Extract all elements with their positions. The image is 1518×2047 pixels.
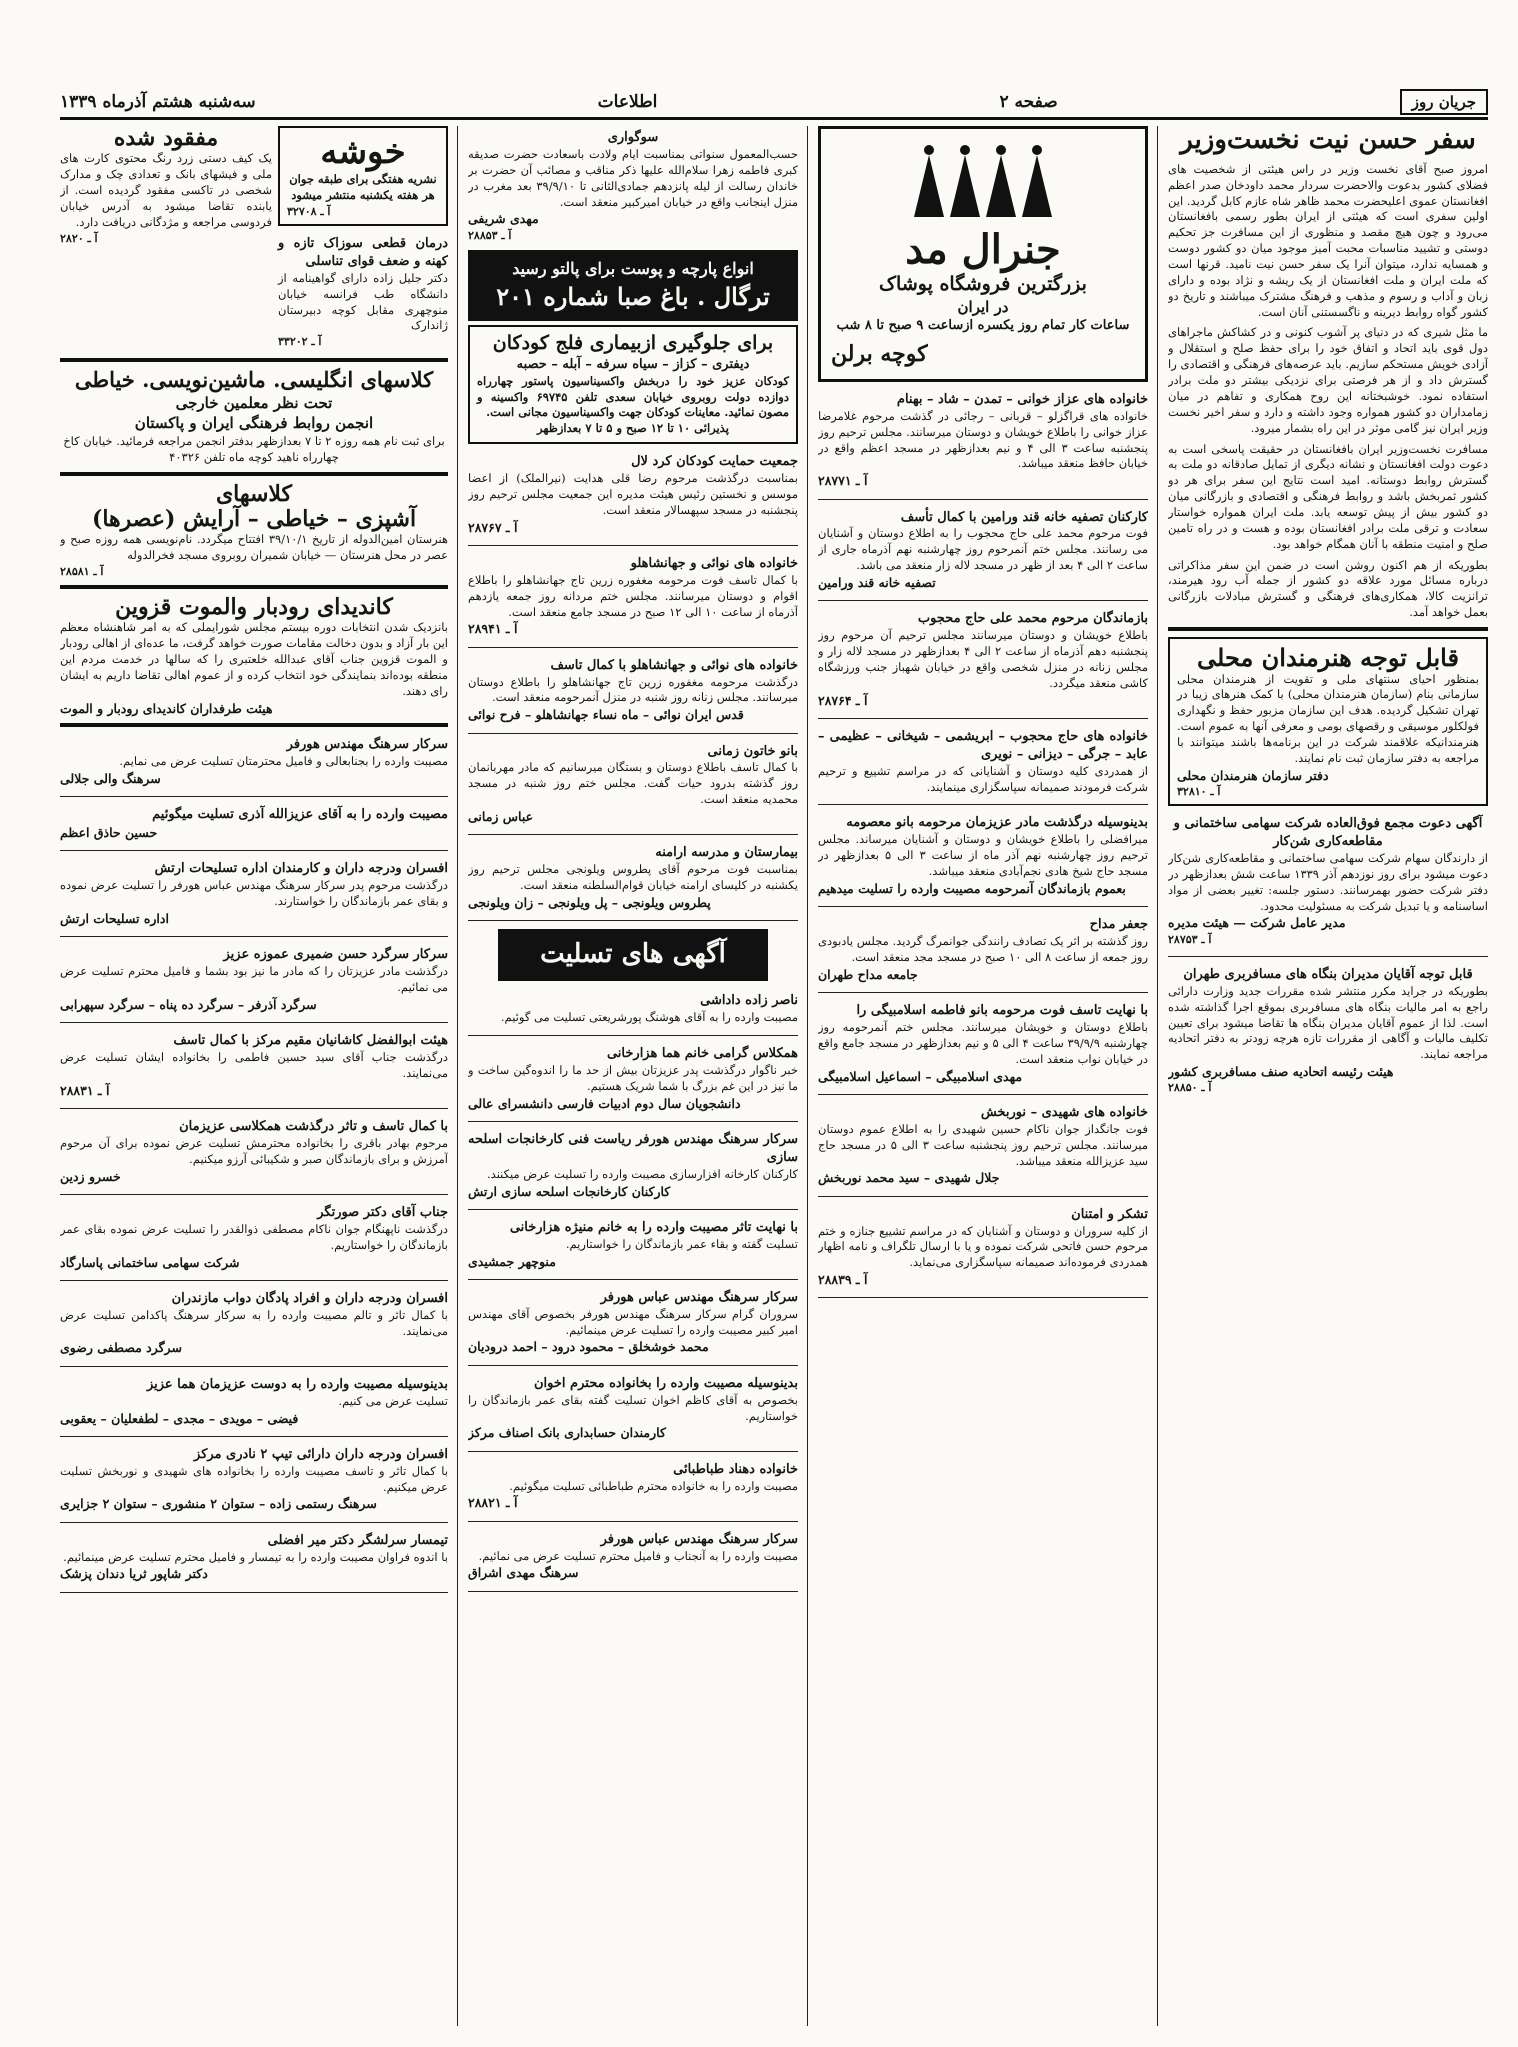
- notice-item: [60, 733, 448, 790]
- classes-code: آ ـ ۲۸۵۸۱: [60, 565, 104, 579]
- notice-title: جناب آقای دکتر صورتگر: [317, 1204, 448, 1220]
- notice-body: با کمال تاسف فوت مرحومه مغفوره زرین تاج جهانشاهلو را باطلاع اقوام و دوستان میرسانند. مجلس ختم مردانه روز جمعه یازدهم آذرماه از ساعت ۱۰ الی ۱۲ صبح در مسجد جامع منعقد است.: [468, 572, 798, 619]
- clinic-code: آ ـ ۳۳۲۰۲: [278, 335, 322, 349]
- notice-body: درگذشت جناب آقای سید حسین فاطمی را بخانواده ایشان تسلیت عرض می‌نمایند.: [60, 1050, 448, 1080]
- notice-item: [468, 552, 798, 641]
- notice-title: افسران ودرجه داران و کارمندان اداره تسلیحات ارتش: [154, 861, 448, 877]
- notice-signature: مهدی اسلامبیگی – اسماعیل اسلامبیگی: [818, 1068, 1023, 1084]
- notice-title: هیئت ابوالفضل کاشانیان مقیم مرکز با کمال تاسف: [173, 1033, 448, 1049]
- notice-title: بدینوسیله درگذشت مادر عزیزمان مرحومه بانو معصومه: [846, 815, 1148, 831]
- page-label: صفحه ۲: [999, 91, 1058, 112]
- notice-body: باطلاع دوستان و خویشان میرسانند. مجلس ختم آنمرحومه روز چهارشنبه ۳۹/۹/۹ ساعت ۴ الی ۵ و نیم بعدازظهر در مسجد جامع واقع در خیابان نواب منعقد است.: [818, 1020, 1148, 1066]
- clinic-body: دکتر جلیل زاده دارای گواهینامه از دانشگاه طب فرانسه خیابان منوچهری مقابل کوچه دبیرستان ژاندارک: [278, 270, 448, 333]
- polio-diseases: دیفتری – کزاز – سیاه سرفه – آبله – حصبه: [516, 356, 750, 372]
- notice-body: درگذشت مادر عزیزتان را که مادر ما نیز بود بشما و فامیل محترم تسلیت عرض می نمائیم.: [60, 964, 448, 994]
- mourning-sign: مهدی شریفی: [468, 211, 539, 227]
- notice-item: [60, 803, 448, 844]
- column-editorial: [1168, 126, 1488, 2026]
- notice-signature: آ ـ ۲۸۷۶۴: [818, 692, 868, 708]
- issue-date: سه‌شنبه هشتم آذرماه ۱۳۳۹: [60, 91, 256, 112]
- notice-title: تشکر و امتنان: [1071, 1206, 1148, 1222]
- notice-title: کارکنان تصفیه خانه قند ورامین با کمال تأسف: [900, 509, 1148, 525]
- notice-item: [468, 740, 798, 829]
- cooking-classes-ad: [60, 482, 448, 579]
- notice-signature: حسین حاذق اعظم: [60, 825, 158, 841]
- shareholders-code: آ ـ ۲۸۷۵۳: [1168, 932, 1212, 946]
- english-body: برای ثبت نام همه روزه ۲ تا ۷ بعدازظهر بدفتر انجمن مراجعه فرمائید. خیابان کاخ چهارراه ناهید کوچه ماه تلفن ۴۰۳۲۶: [63, 433, 445, 464]
- notice-body: درگذشت مرحوم پدر سرکار سرهنگ مهندس عباس هورفر را تسلیت عرض نموده و بقای عمر بازماندگان را خواستارند.: [60, 878, 448, 909]
- editorial-body-4: بطوریکه از هم اکنون روشن است در ضمن این سفر مذاکراتی درباره مسائل مورد علاقه دو کشور از جمله آب رود هیرمند، ترانزیت کالا، همکاری‌های فرهنگی و گسترش مبادلات بازرگانی بعمل خواهد آمد.: [1168, 557, 1488, 620]
- column-ads-4: [60, 126, 448, 2026]
- column-2-ad-list: [818, 388, 1148, 1299]
- lost-body: یک کیف دستی زرد رنگ محتوی کارت های ملی و فیشهای بانک و تعدادی چک و مدارک شخصی در تاکسی مفقود گردیده است. از یابنده تقاضا میشود به آدرس خیابان فردوسی مراجعه و مژدگانی دریافت دارد.: [60, 151, 272, 229]
- classes-sub: آشپزی – خیاطی – آرایش (عصرها): [91, 506, 417, 532]
- notice-title: خانواده های نوائی و جهانشاهلو با کمال تاسف: [550, 657, 798, 673]
- condolence-header: آگهی های تسلیت: [498, 929, 768, 981]
- paper-name: اطلاعات: [597, 91, 658, 112]
- notice-body: درگذشت ناپهنگام جوان ناکام مصطفی ذوالقدر را تسلیت عرض نموده بقای عمر بازماندگان را خواستاریم.: [60, 1221, 448, 1252]
- notice-title: با نهایت تاسف فوت مرحومه بانو فاطمه اسلامبیگی را: [856, 1003, 1148, 1019]
- fashion-country: در ایران: [957, 297, 1009, 316]
- notice-title: با نهایت تاثر مصیبت وارده را به خانم منیژه هزارخانی: [509, 1219, 798, 1235]
- notice-title: بیمارستان و مدرسه ارامنه: [655, 845, 798, 861]
- notice-title: مصیبت وارده را به آقای عزیزالله آذری تسلیت میگوئیم: [152, 807, 448, 823]
- notice-body: از کلیه سروران و دوستان و آشنایان که در مراسم تشییع جنازه و ختم مرحوم حسن فاتحی شرکت نموده و یا با ارسال تلگراف و نامه اظهار همدردی فرموده‌اند صمیمانه سپاسگزاری می‌نماید.: [818, 1223, 1148, 1270]
- notice-item: [60, 1029, 448, 1102]
- notice-signature: سرهنگ رستمی زاده – ستوان ۲ منشوری – ستوان ۲ جزایری: [60, 1496, 377, 1512]
- notice-title: جمعیت حمایت کودکان کرد لال: [631, 454, 798, 470]
- travel-agencies-code: آ ـ ۲۸۸۵۰: [1168, 1081, 1212, 1095]
- column-3-ad-list: [468, 450, 798, 921]
- candidate-sign: هیئت طرفداران کاندیدای رودبار و الموت: [60, 700, 273, 716]
- editorial-body-3: مسافرت نخست‌وزیر ایران بافغانستان در حقیقت پاسخی است به دعوت دولت افغانستان و نشانه دیگری از تمایل صادقانه دو ملت به گسترش روابط دوستانه. امید است نتایج این سفر برای هر دو کشور ثمربخش باشد و روابط فرهنگی و اقتصادی و بازرگانی میان دو کشور بیش از پیش توسعه یابد. ملت ایران همواره خواستار سعادت و ترقی ملت برادر افغانستان بوده و هست و در راه تامین صلح و امنیت منطقه با آنان همگام خواهد بود.: [1168, 441, 1488, 551]
- fashion-logo-figures: [831, 155, 1135, 217]
- notice-title: خانواده دهناد طباطبائی: [673, 1461, 798, 1477]
- notice-body: بمناسبت فوت مرحوم آقای پطروس ویلونجی مجلس ترحیم روز یکشنبه در کلیسای ارامنه خیابان قوام‌السلطنه منعقد است.: [468, 862, 798, 893]
- notice-signature: فیضی – مویدی – مجدی – لطفعلیان – یعقوبی: [60, 1410, 299, 1426]
- notice-item: [468, 1372, 798, 1445]
- clinic-ad: [278, 232, 448, 352]
- english-title: کلاسهای انگلیسی. ماشین‌نویسی. خیاطی: [74, 367, 434, 393]
- candidate-ad: [60, 595, 448, 717]
- notice-signature: جلال شهیدی – سید محمد نوربخش: [818, 1170, 1000, 1186]
- notice-title: ناصر زاده داداشی: [700, 993, 798, 1009]
- notice-title: بانو خاتون زمانی: [707, 743, 798, 759]
- english-sub: تحت نظر معلمین خارجی: [175, 393, 333, 412]
- mourning-code: آ ـ ۲۸۸۵۳: [468, 228, 512, 242]
- notice-title: بدینوسیله مصیبت وارده را به دوست عزیزمان هما عزیز: [146, 1376, 448, 1392]
- newspaper-page: [60, 86, 1488, 2026]
- notice-signature: جامعه مداح طهران: [818, 966, 918, 982]
- notice-body: بمناسبت درگذشت مرحوم رضا قلی هدایت (نیرالملک) از اعضا موسس و نخستین رئیس هیئت مدیره این جمعیت مجلس ترحیم روز پنجشنبه در مسجد سپهسالار منعقد است.: [468, 471, 798, 517]
- polio-title: برای جلوگیری ازبیماری فلج کودکان: [492, 331, 774, 354]
- editorial-body-2: ما مثل شیری که در دنیای پر آشوب کنونی و در کشاکش ماجراهای دول قوی باید اتحاد و اتفاق خود را برای حفظ صلح و استقلال و آزادی خویش مستحکم سازیم. باید عرصه‌های فرهنگی و اقتصادی را گسترش داد و از هر فرصتی برای نزدیکی بیشتر دو ملت برادر استفاده نمود. خوشبختانه این روح همکاری و تفاهم در میان زمامداران دو کشور همواره وجود داشته و دارد و سفر اخیر نخست وزیر ایران نیز گامی موثر در این راه بشمار میرود.: [1168, 325, 1488, 435]
- notice-body: با کمال تاسف باطلاع دوستان و بستگان میرسانیم که مادر مهربانمان روز گذشته بدرود حیات گفت. مجلس ختم روز شنبه در مسجد محمدیه منعقد است.: [468, 760, 798, 807]
- notice-item: [60, 943, 448, 1016]
- mourning-title: سوگواری: [607, 130, 659, 145]
- shareholders-body: از دارندگان سهام شرکت سهامی ساختمانی و مقاطعه‌کاری شن‌کار دعوت میشود برای روز نوزدهم آذر ۱۳۳۹ ساعت شش بعدازظهر در دفتر شرکت حضور بهمرسانند. دستور جلسه: تغییر بعضی از مواد اساسنامه و یا تبدیل شرکت به مسئولیت محدود.: [1168, 851, 1488, 913]
- notice-signature: آ ـ ۲۸۷۷۱: [818, 473, 868, 489]
- notice-title: خانواده های شهیدی – نوربخش: [980, 1104, 1148, 1120]
- notice-signature: دانشجویان سال دوم ادبیات فارسی دانشسرای عالی: [468, 1095, 741, 1111]
- notice-item: [818, 1203, 1148, 1292]
- notice-item: [818, 725, 1148, 799]
- editorial-headline: سفر حسن نیت نخست‌وزیر: [1180, 126, 1476, 155]
- notice-item: [818, 388, 1148, 493]
- lost-code: آ ـ ۲۸۲۰: [60, 231, 98, 245]
- notice-item: [60, 1529, 448, 1586]
- lost-title: مفقود شده: [113, 126, 219, 151]
- english-classes-ad: [60, 368, 448, 465]
- notice-signature: خسرو زدین: [60, 1168, 121, 1184]
- notice-signature: اداره تسلیحات ارتش: [60, 910, 169, 926]
- notice-signature: کارکنان کارخانجات اسلحه سازی ارتش: [468, 1183, 671, 1199]
- notice-body: سروران گرام سرکار سرهنگ مهندس هورفر بخصوص آقای مهندس امیر کبیر مصیبت وارده را تسلیت عرض مینمائیم.: [468, 1306, 798, 1337]
- notice-item: [468, 450, 798, 539]
- notice-title: با کمال تاسف و تاثر درگذشت همکلاسی عزیزمان: [179, 1118, 448, 1134]
- notice-item: [60, 1443, 448, 1516]
- polio-body: کودکان عزیز خود را دربخش واکسیناسیون پاستور چهارراه دوازده دولت روبروی خیابان سعدی تلفن ۶۹۷۴۵ واکسینه و مصون نمائید. معاینات کودکان جهت واکسیناسیون مجانی است.: [477, 373, 789, 420]
- notice-title: سرکار سرهنگ مهندس هورفر: [286, 737, 448, 753]
- khousheh-title: خوشه: [320, 132, 406, 172]
- polio-ad: [468, 325, 798, 444]
- notice-item: [60, 1373, 448, 1430]
- notice-item: [818, 506, 1148, 595]
- mourning-body: حسب‌المعمول سنواتی بمناسبت ایام ولادت باسعادت حضرت صدیقه کبری فاطمه زهرا سلام‌الله علیها ذکر مناقب و مصائب آن حضرت بر خاندان رسالت از لیله پانزدهم جمادی‌الثانی تا ۳۹/۹/۱۰ بعد مغرب در منزل اینجانب واقع در خیابان امیرکبیر منعقد است.: [468, 146, 798, 209]
- notice-body: کارکنان کارخانه افزارسازی مصیبت وارده را تسلیت عرض میکنند.: [487, 1166, 798, 1181]
- notice-body: بخصوص به آقای کاظم اخوان تسلیت گفته بقای عمر بازماندگان را خواستاریم.: [468, 1392, 798, 1423]
- english-org: انجمن روابط فرهنگی ایران و پاکستان: [134, 414, 374, 433]
- notice-body: از همدردی کلیه دوستان و آشنایانی که در مراسم تشییع و ترحیم شرکت فرمودند صمیمانه سپاسگزاری مینمایند.: [818, 763, 1148, 794]
- notice-body: مصیبت وارده را به آقای هوشنگ پورشریعتی تسلیت می گوئیم.: [500, 1010, 798, 1025]
- clinic-title: درمان قطعی سوزاک تازه و کهنه و ضعف قوای تناسلی: [278, 235, 448, 269]
- notice-title: سرکار سرهنگ مهندس عباس هورفر: [600, 1289, 798, 1305]
- editorial-body-1: امروز صبح آقای نخست وزیر در راس هیئتی از شخصیت های فضلای کشور بدعوت والاحضرت سردار محمد داودخان صدر اعظم افغانستان عموی اعلیحضرت محمد ظاهر شاه عازم کابل گردید. این اولین سفری است که هیئتی از ایران بطور رسمی بافغانستان می‌رود و چون هیچ مقصد و منظوری از این مسافرت جز تحکیم دوستی و تشیید مناسبات محبت آمیز موجود میان دو کشور دوست و همسایه ندارد، میتوان آنرا یک سفر حسن نیت نامید. قرنها است که ملت ایران و ملت افغانستان از یک ریشه و نژاد بوده و دارای زبان و آداب و رسوم و مذهب و فرهنگ مشترک میباشند و تاریخ دو کشور گواه روابط دیرینه و ناگسستنی آنان است.: [1168, 161, 1488, 319]
- notice-body: درگذشت مرحومه مغفوره زرین تاج جهانشاهلو را باطلاع دوستان میرسانند. مجلس زنانه روز شنبه در منزل آنمرحومه منعقد است.: [468, 674, 798, 705]
- fabric-ad: [468, 250, 798, 321]
- notice-signature: پطروس ویلونجی – پل ویلونجی – زان ویلونجی: [468, 894, 711, 910]
- notice-item: [818, 607, 1148, 712]
- artists-body: بمنظور احیای سنتهای ملی و تقویت از هنرمندان محلی سازمانی بنام (سازمان هنرمندان محلی) با کمک هنرهای زیبا در تهران تشکیل گردیده. هدف این سازمان مزبور حفظ و نگهداری فولکلور موسیقی و رقصهای بومی و معرفی آنها به عموم است. هنرمندانیکه علاقمند شرکت در این برنامه‌ها باشند میتوانند با مراجعه به دفتر سازمان ثبت نام نمایند.: [1177, 671, 1479, 765]
- column-4-ad-list: [60, 733, 448, 1593]
- travel-agencies-sign: هیئت رئیسه اتحادیه صنف مسافربری کشور: [1168, 1064, 1394, 1080]
- fabric-line-1: انواع پارچه و پوست برای پالتو رسید: [512, 258, 754, 278]
- notice-signature: محمد خوشخلق – محمود درود – احمد درودیان: [468, 1339, 709, 1355]
- notice-title: افسران ودرجه داران دارائی تیپ ۲ نادری مرکز: [194, 1446, 448, 1462]
- artists-code: آ ـ ۳۲۸۱۰: [1177, 784, 1221, 798]
- notice-body: با کمال تاثر و تاسف مصیبت وارده را بخانواده های شهیدی و نوربخش تسلیت عرض میکنیم.: [60, 1463, 448, 1494]
- notice-body: مرحوم بهادر باقری را بخانواده محترمش تسلیت عرض نموده برای آن مرحوم آمرزش و برای بازماندگان صبر و شکیبائی آرزو میکنیم.: [60, 1135, 448, 1166]
- notice-body: با کمال تاثر و تالم مصیبت وارده را به سرکار سرهنگ پاکدامن تسلیت عرض می‌نمایند.: [60, 1307, 448, 1338]
- travel-agencies-title: قابل توجه آقایان مدیران بنگاه های مسافربری طهران: [1183, 966, 1473, 982]
- fabric-line-2: ترگال . باغ صبا شماره ۲۰۱: [496, 281, 770, 311]
- notice-title: تیمسار سرلشگر دکتر میر افضلی: [267, 1532, 448, 1548]
- shareholders-sign: مدیر عامل شرکت — هیئت مدیره: [1168, 915, 1346, 931]
- notice-title: بدینوسیله مصیبت وارده را بخانواده محترم اخوان: [534, 1375, 798, 1391]
- notice-body: میرافضلی را باطلاع خویشان و دوستان و آشنایان میرساند. مجلس ترحیم روز چهارشنبه نهم آذر ماه از ساعت ۳ الی ۵ بعدازظهر در مسجد حاج شیخ هادی نجم‌آبادی منعقد میباشد.: [818, 832, 1148, 879]
- notice-item: [60, 1287, 448, 1360]
- notice-item: [60, 1201, 448, 1274]
- notice-item: [468, 1042, 798, 1115]
- artists-title: قابل توجه هنرمندان محلی: [1197, 642, 1459, 672]
- notice-signature: شرکت سهامی ساختمانی پاسارگاد: [60, 1254, 240, 1270]
- mourning-notice: [468, 126, 798, 246]
- notice-body: مصیبت وارده را به آنجناب و فامیل محترم تسلیت عرض می نمائیم.: [478, 1548, 798, 1563]
- candidate-body: بانزدیک شدن انتخابات دوره بیستم مجلس شورایملی که به امر شاهنشاه معظم این بار آزاد و بدون دخالت مقامات صورت خواهد گرفت، ما عده‌ای از اهالی رودبار و الموت قزوین جناب آقای عبدالله خلعتبری را که سالها در خدمت مردم این منطقه بوده‌اند بنمایندگی خود انتخاب کرده و از عموم اهالی تقاضا داریم به ایشان رای دهند.: [60, 620, 448, 698]
- notice-item: [60, 857, 448, 930]
- fashion-store-ad: [818, 126, 1148, 382]
- notice-title: خانواده های حاج محجوب – ابریشمی – شیخانی – عظیمی – عابد – جرگی – دیزانی – نویری: [818, 728, 1148, 762]
- notice-item: [818, 999, 1148, 1088]
- notice-title: سرکار سرهنگ مهندس عباس هورفر: [600, 1531, 798, 1547]
- top-ads-row: [60, 126, 448, 352]
- notice-body: با اندوه فراوان مصیبت وارده را به تیمسار و فامیل محترم تسلیت عرض مینمائیم.: [63, 1549, 448, 1564]
- notice-body: تسلیت گفته و بقاء عمر بازماندگان را خواستاریم.: [565, 1236, 798, 1251]
- notice-item: [468, 1286, 798, 1359]
- classes-body: هنرستان امین‌الدوله از تاریخ ۳۹/۱۰/۱ افتتاح میگردد. نام‌نویسی همه روزه صبح و عصر در محل هنرستان — خیابان شمیران روبروی مسجد فخرالدوله: [60, 532, 448, 563]
- notice-signature: آ ـ ۲۸۹۴۱: [468, 621, 518, 637]
- notice-item: [818, 1101, 1148, 1190]
- fashion-hours: ساعات کار تمام روز یکسره ازساعت ۹ صبح تا ۸ شب: [836, 318, 1130, 334]
- notice-item: [468, 1528, 798, 1585]
- notice-title: سرکار سرگرد حسن ضمیری عموزه عزیز: [223, 947, 448, 963]
- notice-item: [468, 1216, 798, 1273]
- notice-item: [468, 1128, 798, 1203]
- notice-body: روز گذشته بر اثر یک تصادف رانندگی جوانمرگ گردید. مجلس یادبودی روز جمعه از ساعت ۸ الی ۱۰ صبح در مسجد مجد منعقد است.: [818, 934, 1148, 965]
- notice-signature: سرگرد مصطفی رضوی: [60, 1340, 182, 1356]
- candidate-title: کاندیدای رودبار والموت قزوین: [115, 594, 393, 621]
- condolence-list: [468, 989, 798, 1592]
- section-tag: جریان روز: [1400, 89, 1488, 115]
- notice-title: سرکار سرهنگ مهندس هورفر ریاست فنی کارخانجات اسلحه سازی: [468, 1131, 798, 1165]
- notice-body: باطلاع خویشان و دوستان میرسانند مجلس ترحیم آن مرحوم روز پنجشنبه دهم آذرماه از ساعت ۲ الی ۴ بعدازظهر در مسجد لاله زار و مجلس زنانه در منزل شخصی واقع در خیابان شهباز جنب ورزشگاه کاشی منعقد میگردد.: [818, 628, 1148, 690]
- notice-signature: سرهنگ والی جلالی: [60, 770, 161, 786]
- khousheh-code: آ ـ ۳۲۷۰۸: [287, 204, 331, 218]
- notice-title: خانواده های نوائی و جهانشاهلو: [630, 555, 798, 571]
- notice-body: تسلیت عرض می کنیم.: [338, 1393, 448, 1408]
- notice-signature: آ ـ ۲۸۸۳۱: [60, 1082, 110, 1098]
- notice-signature: سرهنگ مهدی اشراق: [468, 1565, 579, 1581]
- notice-signature: منوچهر جمشیدی: [468, 1253, 556, 1269]
- travel-agencies-notice: [1168, 963, 1488, 1099]
- classes-title: کلاسهای: [215, 480, 293, 507]
- notice-title: افسران ودرجه داران و افراد پادگان دواب مازندران: [171, 1290, 448, 1306]
- notice-title: جعفر مداح: [1089, 917, 1148, 933]
- notice-signature: آ ـ ۲۸۷۶۷: [468, 519, 518, 535]
- travel-agencies-body: بطوریکه در جراید مکرر منتشر شده مقررات جدید وزارت دارائی راجع به امر مالیات بنگاه های مسافربری بموقع اجرا گذاشته شده است. لذا از عموم آقایان مدیران بنگاه ها تقاضا میشود برای تعیین تکلیف مالیات و آگاهی از مقررات تازه هرچه زودتر به دفتر اتحادیه مراجعه نمایند.: [1168, 983, 1488, 1062]
- notice-signature: قدس ایران نوائی – ماه نساء جهانشاهلو – فرح نوائی: [468, 707, 744, 723]
- notice-body: مصیبت وارده را بجنابعالی و فامیل محترمتان تسلیت عرض می نمایم.: [119, 753, 448, 768]
- notice-title: همکلاس گرامی خانم هما هزارخانی: [606, 1045, 798, 1061]
- notice-signature: عباس زمانی: [468, 809, 534, 825]
- notice-item: [468, 989, 798, 1029]
- notice-signature: دکتر شاپور ثریا دندان پزشک: [60, 1566, 208, 1582]
- notice-item: [818, 913, 1148, 986]
- masthead: [60, 86, 1488, 120]
- notice-item: [468, 841, 798, 914]
- notice-body: فوت مرحوم محمد علی حاج محجوب را به اطلاع دوستان و آشنایان می رسانند. مجلس ختم آنمرحوم روز چهارشنبه نهم آذرماه جاری از ساعت ۲ الی ۴ بعد از ظهر در مسجد لاله زار منعقد می باشد.: [818, 526, 1148, 573]
- shareholders-notice: [1168, 812, 1488, 950]
- notice-body: خبر ناگوار درگذشت پدر عزیزتان بیش از حد ما را اندوه‌گین ساخت و ما نیز در این غم بزرگ با شما شریک هستیم.: [468, 1062, 798, 1093]
- notice-body: مصیبت وارده را به خانواده محترم طباطبائی تسلیت میگوئیم.: [509, 1478, 798, 1493]
- fashion-store-name: جنرال مد: [905, 226, 1061, 273]
- khousheh-body: نشریه هفتگی برای طبقه جوان هر هفته یکشنبه منتشر میشود: [289, 172, 437, 202]
- notice-signature: بعموم بازماندگان آنمرحومه مصیبت وارده را تسلیت میدهیم: [818, 881, 1126, 896]
- fashion-address: کوچه برلن: [831, 341, 928, 368]
- lost-ad: [60, 126, 272, 352]
- polio-hours: پذیرائی ۱۰ تا ۱۲ صبح و ۵ تا ۷ بعدازظهر: [537, 421, 729, 436]
- notice-item: [468, 654, 798, 727]
- khousheh-ad-column: [278, 126, 448, 352]
- artists-sign: دفتر سازمان هنرمندان محلی: [1177, 767, 1329, 783]
- notice-item: [468, 1458, 798, 1515]
- notice-signature: کارمندان حسابداری بانک اصناف مرکز: [468, 1425, 666, 1441]
- artists-notice: [1168, 637, 1488, 806]
- notice-signature: سرگرد آذرفر – سرگرد ده پناه – سرگرد سپهرابی: [60, 996, 317, 1012]
- notice-body: فوت جانگداز جوان ناکام حسین شهیدی را به اطلاع عموم دوستان میرسانند. مجلس ترحیم روز پنجشنبه ساعت ۳ الی ۵ در مسجد حاج سید عزیزالله منعقد میباشد.: [818, 1121, 1148, 1168]
- column-ads-2: [818, 126, 1148, 2026]
- notice-signature: آ ـ ۲۸۸۳۹: [818, 1272, 868, 1288]
- fashion-tagline: بزرگترین فروشگاه پوشاک: [879, 273, 1087, 295]
- notice-body: خانواده های قراگزلو – قربانی – رجائی در گذشت مرحوم غلامرضا عزاز خوانی را باطلاع خویشان و دوستان میرسانند. مجلس ترحیم روز پنجشنبه ساعت ۳ الی ۴ و نیم بعدازظهر در مسجد اعظم واقع در خیابان حافظ منعقد میباشد.: [818, 408, 1148, 471]
- notice-item: [818, 811, 1148, 900]
- shareholders-title: آگهی دعوت مجمع فوق‌العاده شرکت سهامی ساختمانی و مقاطعه‌کاری شن‌کار: [1173, 816, 1483, 850]
- notice-signature: آ ـ ۲۸۸۲۱: [468, 1495, 518, 1511]
- column-ads-3: [468, 126, 798, 2026]
- notice-title: بازماندگان مرحوم محمد علی حاج محجوب: [917, 611, 1148, 627]
- notice-item: [60, 1115, 448, 1188]
- khousheh-ad: [278, 126, 448, 226]
- notice-title: خانواده های عزاز خوانی – تمدن – شاد – بهنام: [896, 391, 1148, 407]
- notice-signature: تصفیه خانه قند ورامین: [818, 575, 936, 591]
